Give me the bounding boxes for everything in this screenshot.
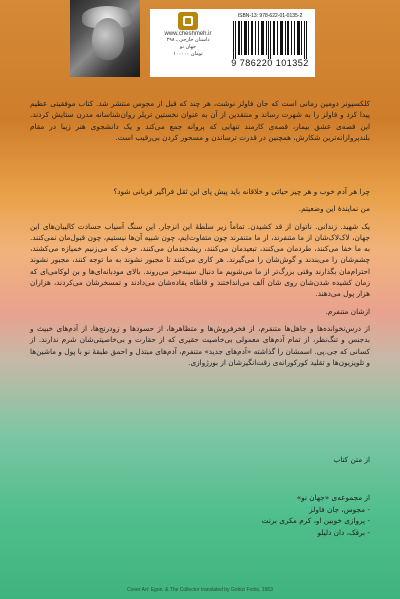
excerpt-paragraph-1: چرا هر آدم خوب و هر چیز حیاتی و خلاقانه باید پیش پای این ثقل فراگیر قربانی شود؟ <box>113 187 370 196</box>
excerpt-paragraph-3: یک شهید. زندانی. ناتوان از قد کشیدن. تماماً زیر سلطهٔ این انزجار. این سنگ آسیاب حسادت کالیبان‌های این جهان، لاک‌لاک‌شان از ما متنفرند، از ما متنفرند چون متفاوت‌ایم، چون شبیه آن‌ها نیستیم، چون قبول‌مان نمی‌کنند. به ما خفا می‌کنند، طردمان می‌کنند، تبعیدمان می‌کنند، ریشخندمان می‌کنند، حرف که می‌زنیم خمیازه می‌کشند، چشم‌شان را می‌بندند و گوش‌شان را می‌گیرند. هر کاری می‌کنند تا مجبور نشوند به ما توجه کنند، مجبور نشوند احترام‌مان بگذارند وقتی بزرگ‌تر از ما می‌شویم ما دنبال سینه‌خیز می‌روند. بالای مودبانه‌ای‌ها و بن لوکامی‌ای که زمان کشیده شدن‌شان روی شان آلف می‌انداختند و قاطاه یقاده‌شان می‌دادند و تمسخرشان می‌کردند، هزاران هزار پول می‌دهند. <box>30 221 370 299</box>
isbn-text: ISBN-13: 978-622-01-0135-2 <box>237 13 303 19</box>
series-item: - پروازی خوبین او، کرم مکری برنت <box>261 516 370 525</box>
series-item-label: مجوس، جان فاولز <box>309 504 366 514</box>
barcode-box <box>225 9 315 77</box>
cover-credit: Cover Art: Egon. & The Collector translated by Golrizi Fortis, 1963 <box>127 587 273 593</box>
author-photo <box>70 0 140 77</box>
intro-paragraph <box>30 98 370 149</box>
series-item-label: پروازی خوبین او، کرم مکری برنت <box>261 516 366 525</box>
excerpt-paragraph-2: من نمایندهٔ این وضعیتم. <box>298 204 370 214</box>
excerpt-paragraph-4: ازشان متنفرم. <box>325 306 370 316</box>
publisher-line-1: داستان خارجی ـ ۲۹۸ <box>166 37 210 43</box>
intro-text: کلکسیونر دومین رمانی است که جان فاولز نوشت، هر چند که قبل از مجوس منتشر شد. کتاب موفقیتی عظیم پیدا کرد و فاولز را به شهرت رساند و منتقدین از آن به عنوان نخستین تریلر روان‌شناسانه مدرن ستایش کردند. این قصه‌ی عشق بیمار، قصه‌ی کارمند تنهایی که پروانه جمع می‌کند و یک دانشجوی هنر زیبا در مقام بلندپروازانه‌ترین شکارش، همچنین در قدرت ترساندن و مسحور کردن بی‌رقیب است. <box>30 99 370 142</box>
series-item: - برفک، دان دلیلو <box>317 527 370 537</box>
publisher-line-2: جهان نو <box>179 44 197 50</box>
publisher-line-3: ۱۰۰۰۰۰ تومان <box>173 51 203 57</box>
series-heading: از مجموعه‌ی «جهان نو» <box>296 493 370 502</box>
barcode-digits: 9 786220 101352 <box>231 58 309 68</box>
excerpt-paragraph-5: از درس‌نخوانده‌ها و جاهل‌ها متنفرم، از فخرفروش‌ها و متظاهرها، از حسودها و زودرنج‌ها، از آدم‌های خبیث و بدجنس و تنگ‌نظر، از تمام آدم‌های معمولی بی‌خاصیت حقیری که از حقارت و بی‌خاصیتی‌شان شرم ندارند. از کسانی که جی.پی. اسمشان را گذاشته «آدم‌های جدید» متنفرم، آدم‌های مبتذل و احمق طبقهٔ نو با پول و ماشین‌ها و تلویزیون‌ها و تقلید کورکورانه‌ی رقت‌انگیزشان از بورژوازی. <box>30 323 370 367</box>
quote-source <box>30 455 370 464</box>
publisher-logo-icon <box>178 12 198 30</box>
barcode-icon <box>231 21 309 59</box>
series-item: - مجوس، جان فاولز <box>309 504 370 514</box>
excerpt-block <box>30 186 370 374</box>
publisher-box <box>150 9 226 77</box>
author-face <box>92 18 124 60</box>
series-item-label: برفک، دان دلیلو <box>317 527 366 537</box>
publisher-url: www.cheshmeh.ir <box>164 31 212 37</box>
series-list <box>30 492 370 538</box>
quote-source-text: از متن کتاب <box>333 455 370 464</box>
